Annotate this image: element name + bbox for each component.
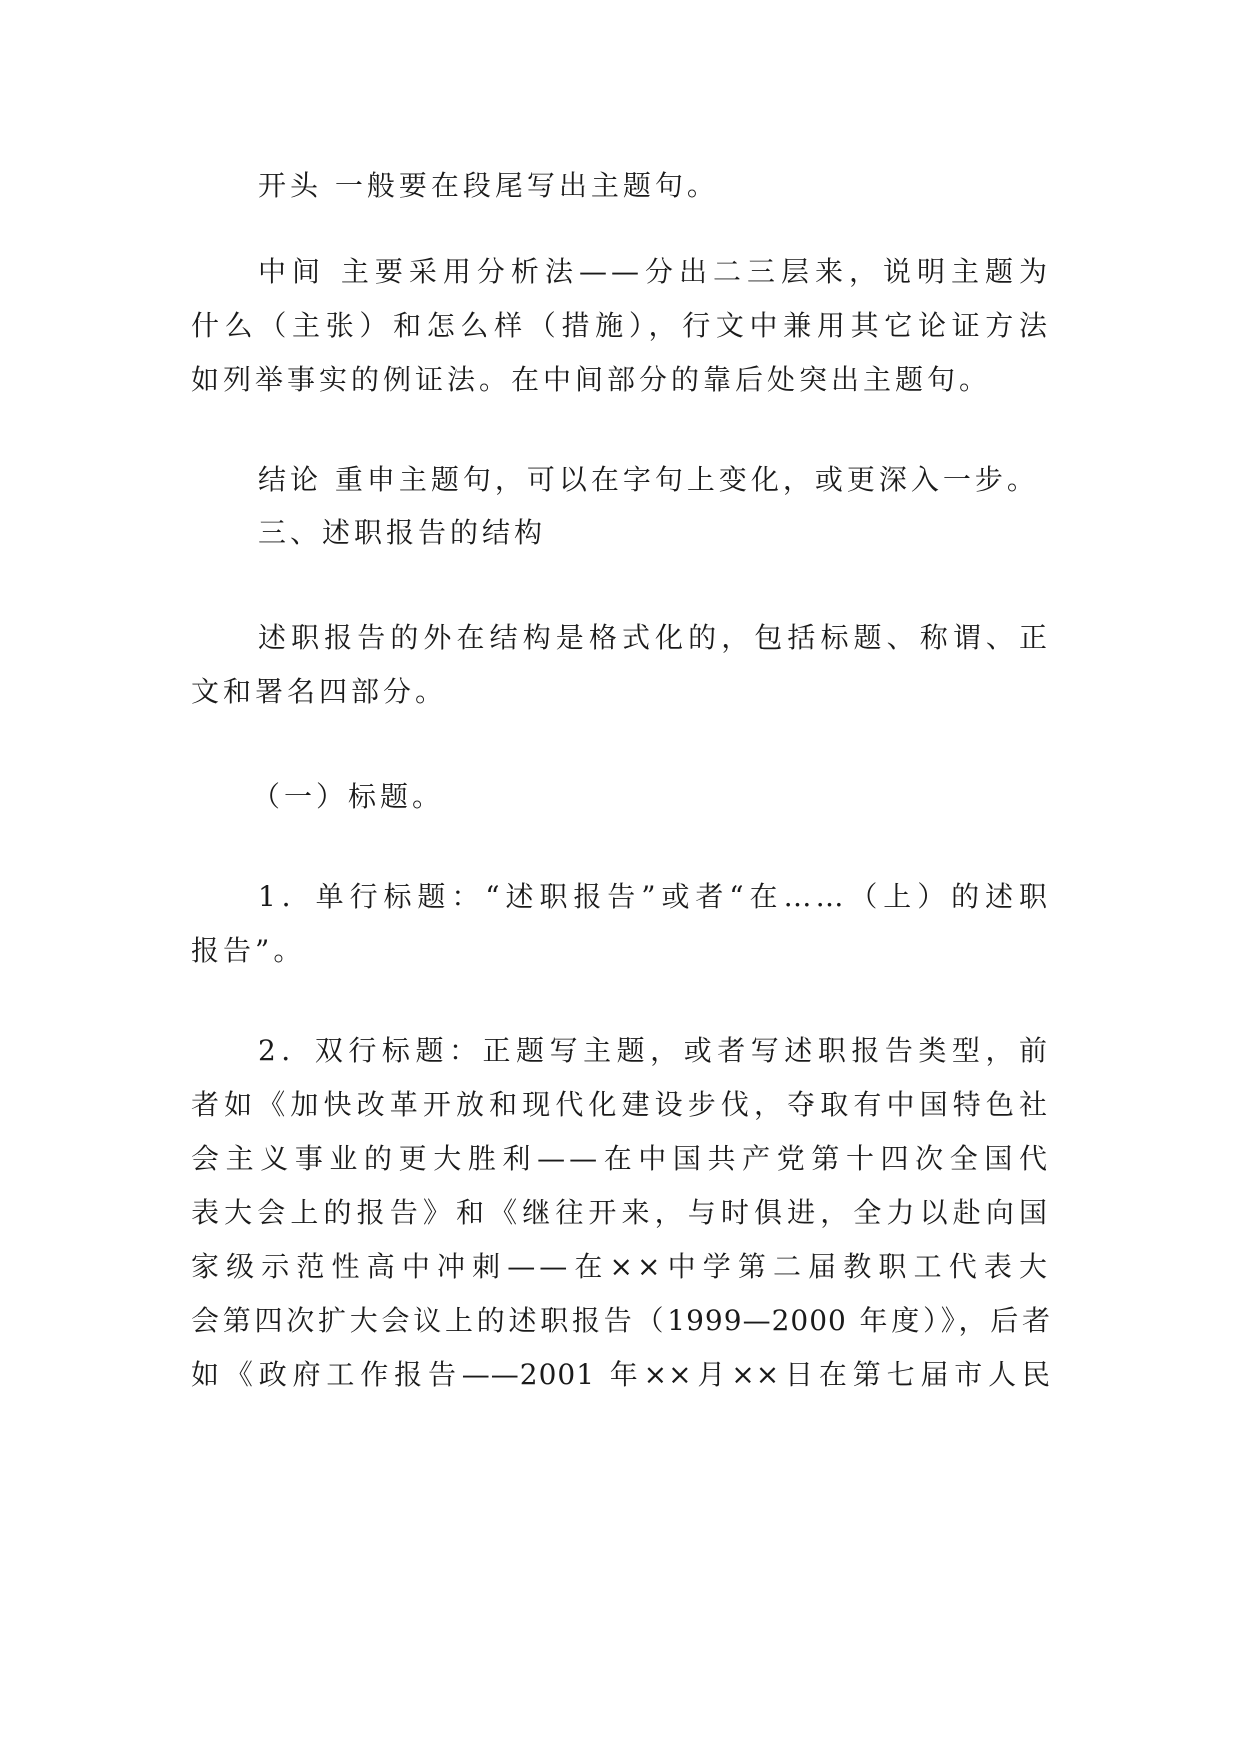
paragraph-middle-line-3: 如列举事实的例证法。在中间部分的靠后处突出主题句。: [191, 363, 992, 396]
paragraph-structure-line-2: 文和署名四部分。: [191, 675, 448, 708]
paragraph-structure-line-1: 述职报告的外在结构是格式化的，包括标题、称谓、正: [258, 621, 1051, 654]
paragraph-double-title-line-6: 会第四次扩大会议上的述职报告（1999—2000 年度）》，后者: [191, 1304, 1051, 1337]
paragraph-middle-line-2: 什么（主张）和怎么样（措施），行文中兼用其它论证方法: [191, 309, 1051, 342]
paragraph-opening-line-1: 开头 一般要在段尾写出主题句。: [258, 169, 719, 202]
paragraph-single-title-line-2: 报告”。: [191, 934, 306, 967]
paragraph-double-title-line-3: 会主义事业的更大胜利——在中国共产党第十四次全国代: [191, 1142, 1051, 1175]
paragraph-double-title-line-7: 如《政府工作报告——2001 年××月××日在第七届市人民: [191, 1358, 1051, 1391]
paragraph-single-title-line-1: 1．单行标题：“述职报告”或者“在……（上）的述职: [258, 880, 1051, 913]
paragraph-double-title-line-5: 家级示范性高中冲刺——在××中学第二届教职工代表大: [191, 1250, 1051, 1283]
paragraph-conclusion-line-1: 结论 重申主题句，可以在字句上变化，或更深入一步。: [258, 463, 1039, 496]
paragraph-double-title-line-2: 者如《加快改革开放和现代化建设步伐，夺取有中国特色社: [191, 1088, 1051, 1121]
section-heading-structure: 三、述职报告的结构: [258, 516, 547, 549]
paragraph-middle-line-1: 中间 主要采用分析法——分出二三层来，说明主题为: [258, 255, 1051, 288]
paragraph-double-title-line-4: 表大会上的报告》和《继往开来，与时俱进，全力以赴向国: [191, 1196, 1051, 1229]
paragraph-double-title-line-1: 2．双行标题：正题写主题，或者写述职报告类型，前: [258, 1034, 1051, 1067]
subheading-title: （一）标题。: [252, 780, 445, 813]
